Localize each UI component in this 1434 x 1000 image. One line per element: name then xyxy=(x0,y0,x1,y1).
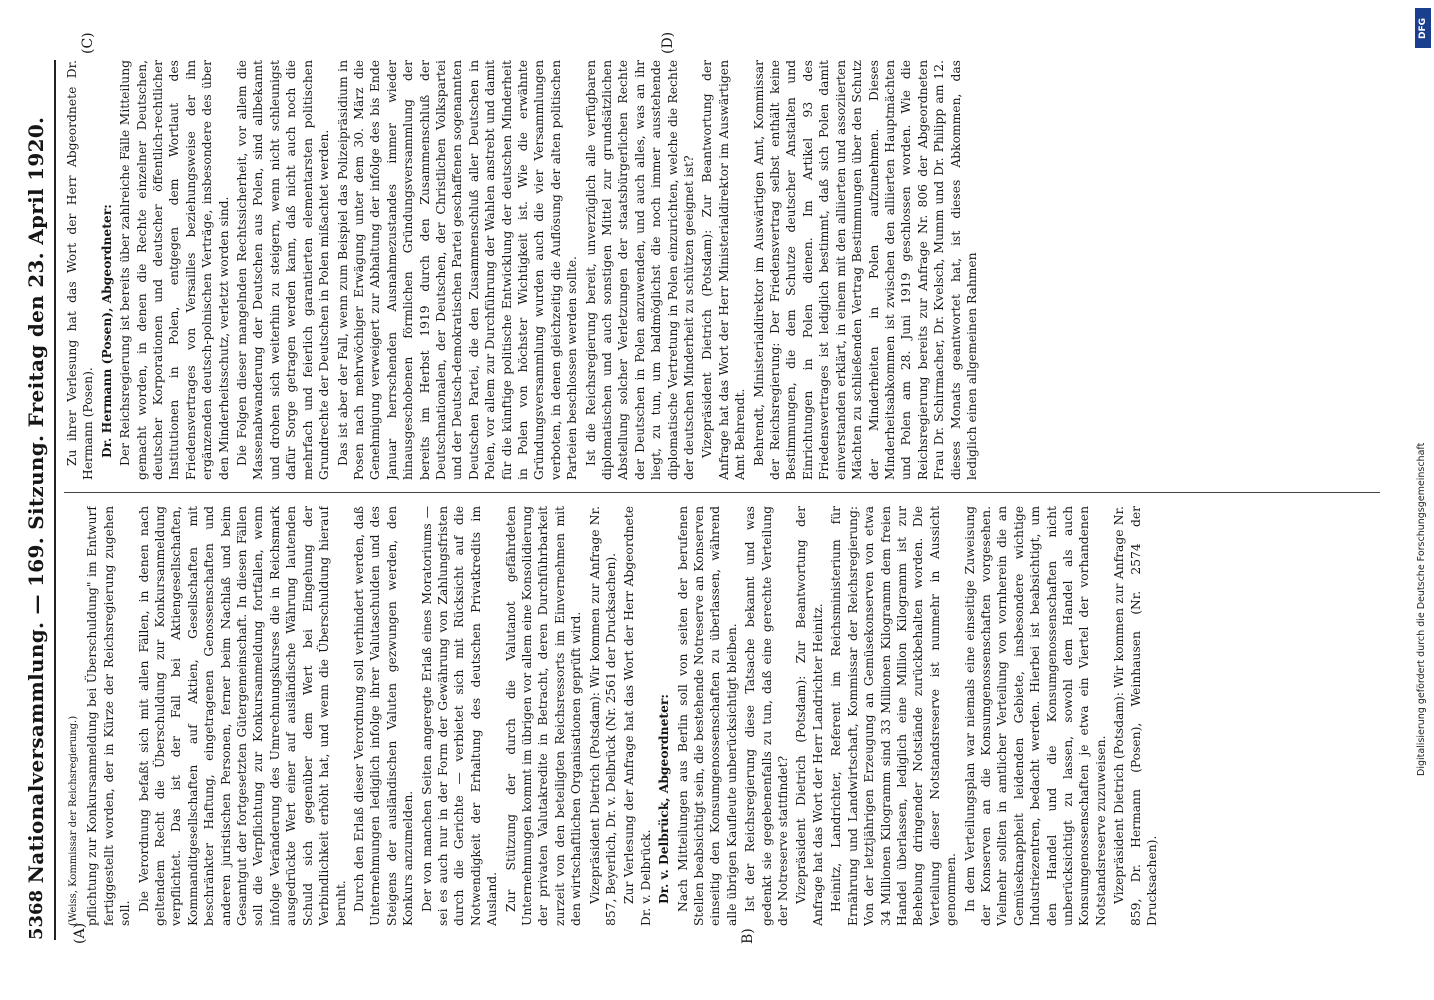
paragraph: Zu ihrer Verlesung hat das Wort der Herr Abgeordnete Dr. Hermann (Posen). xyxy=(65,60,96,480)
margin-marker-c: (C) xyxy=(80,32,96,54)
paragraph: Zur Verlesung der Anfrage hat das Wort der Herr Abgeordnete Dr. v. Delbrück. xyxy=(622,506,653,926)
margin-marker-b: B) xyxy=(740,928,756,944)
running-title: Nationalversammlung. — 169. Sitzung. Freitag den 23. April 1920. xyxy=(24,116,48,884)
paragraph: In dem Verteilungsplan war niemals eine einseitige Zuweisung der Konserven an die Konsumgenossenschaften vorgesehen. Vielmehr sollten in amtlicher Verteilung von vornherein die an Gemüseknappheit leidenden Gebiete, insbesondere wichtige Industriezentren, bedacht werden. Hierbei ist beabsichtigt, um den Handel und die Konsumgenossenschaften nicht unberücksichtigt zu lassen, sowohl dem Handel als auch Konsumgenossenschaften je etwa ein Viertel der vorhandenen Notstandsreserve zuzuweisen. xyxy=(962,506,1108,926)
paragraph: Vizepräsident Dietrich (Potsdam): Wir kommen zur Anfrage Nr. 857, Beyerlich, Dr. v. Delbrück (Nr. 2561 der Drucksachen). xyxy=(587,506,618,926)
paragraph: Vizepräsident Dietrich (Potsdam): Zur Beantwortung der Anfrage hat das Wort der Herr Ministerialdirektor im Auswärtigen Amt Behrendt. xyxy=(700,60,748,480)
digitization-sidebar xyxy=(1412,4,1434,994)
margin-marker-d: (D) xyxy=(660,31,676,54)
paragraph: Die Folgen dieser mangelnden Rechtssicherheit, vor allem die Massenabwanderung der Deutschen aus Polen, sind allbekannt und drohen sich weiterhin zu steigern, wenn nicht schleunigst dafür Sorge getragen werden kann, daß nicht auch noch die mehrfach und feierlich garantierten elementarsten politischen Grundrechte der Deutschen in Polen mißachtet werden. xyxy=(235,60,332,480)
paragraph: pflichtung zur Konkursanmeldung bei Überschuldung" im Entwurf fertiggestellt worden, der in Kürze der Reichsregierung zugehen soll. xyxy=(85,506,133,926)
paragraph: Nach Mitteilungen aus Berlin soll von seiten der berufenen Stellen beabsichtigt sein, die bestehende Notreserve an Konserven einseitig den Konsumgenossenschaften zu überlassen, während alle übrigen Kaufleute unberücksichtigt bleiben. xyxy=(675,506,739,926)
paragraph: Vizepräsident Dietrich (Potsdam): Zur Beantwortung der Anfrage hat das Wort der Herr Landrichter Heinitz. xyxy=(794,506,825,926)
page-number: 5368 xyxy=(26,889,47,940)
column-divider xyxy=(64,492,1380,493)
paragraph: Zur Stützung der durch die Valutanot gefährdeten Unternehmungen kommt im übrigen vor allem eine Konsolidierung der privaten Valutakredite in Betracht, deren Durchführbarkeit zurzeit von den beteiligten Reichsressorts im Einvernehmen mit den wirtschaftlichen Organisationen geprüft wird. xyxy=(503,506,584,926)
paragraph: Heinitz, Landrichter, Referent im Reichsministerium für Ernährung und Landwirtschaft, Kommissar der Reichsregierung: Von der letztjährigen Erzeugung an Gemüsekonserven von etwa 34 Millionen Kilogramm sind 33 Millionen Kilogramm dem freien Handel überlassen, lediglich eine Million Kilogramm ist zur Behebung dringender Notstände zurückbehalten worden. Die Verteilung dieser Notstandsreserve ist nunmehr in Aussicht genommen. xyxy=(829,506,959,926)
digitization-credit: Digitalisierung gefördert durch die Deutsche Forschungsgemeinschaft xyxy=(1416,442,1427,776)
paragraph: Ist die Reichsregierung bereit, unverzüglich alle verfügbaren diplomatischen und auch sonstigen Mittel zur grundsätzlichen Abstellung solcher Verletzungen der staatsbürgerlichen Rechte der Deutschen in Polen anzuwenden, und auch alles, was an ihr liegt, zu tun, um baldmöglichst die noch immer ausstehende diplomatische Vertretung in Polen einzurichten, welche die Rechte der deutschen Minderheit zu schützen geeignet ist? xyxy=(583,60,697,480)
paragraph: Vizepräsident Dietrich (Potsdam): Wir kommen zur Anfrage Nr. 859, Dr. Hermann (Posen), Weinhausen (Nr. 2574 der Drucksachen). xyxy=(1112,506,1159,926)
paragraph: Behrendt, Ministerialdirektor im Auswärtigen Amt, Kommissar der Reichsregierung: Der Friedensvertrag selbst enthält keine Bestimmungen, die dem Schutze deutscher Anstalten und Einrichtungen in Polen dienen. Im Artikel 93 des Friedensvertrages ist lediglich bestimmt, daß sich Polen damit einverstanden erklärt, in einem mit den alliierten und assoziierten Mächten zu schließenden Vertrag Bestimmungen über den Schutz der Minderheiten in Polen aufzunehmen. Dieses Minderheitsabkommen ist zwischen den alliierten Hauptmächten und Polen am 28. Juni 1919 geschlossen worden. Wie die Reichsregierung bereits zur Anfrage Nr. 806 der Abgeordneten Frau Dr. Schirmacher, Dr. Kvelsch, Mumm und Dr. Philipp am 12. dieses Monats geantwortet hat, ist dieses Abkommen, das lediglich einen allgemeinen Rahmen xyxy=(751,60,979,480)
paragraph: Das ist aber der Fall, wenn zum Beispiel das Polizeipräsidium in Posen nach mehrwöchiger Erwägung unter dem 30. März die Genehmigung verweigert zur Abhaltung der infolge des bis Ende Januar herrschenden Ausnahmezustandes immer wieder hinausgeschobenen förmlichen Gründungsversammlung der bereits im Herbst 1919 durch den Zusammenschluß der Deutschnationalen, der Deutschen, der Christlichen Volkspartei und der Deutsch-demokratischen Partei geschaffenen sogenannten Deutschen Partei, die den Zusammenschluß aller Deutschen in Polen, vor allem zur Durchführung der Wahlen anstrebt und damit für die künftige politische Entwicklung der deutschen Minderheit in Polen von höchster Wichtigkeit ist. Wie die erwähnte Gründungsversammlung wurden auch die vier Versammlungen verboten, in denen gleichzeitig die Auflösung der alten politischen Parteien beschlossen werden sollte. xyxy=(335,60,580,480)
paragraph: Der von manchen Seiten angeregte Erlaß eines Moratoriums — sei es auch nur in der Form der Gewährung von Zahlungsfristen durch die Gerichte — verbietet sich mit Rücksicht auf die Notwendigkeit der Erhaltung des deutschen Privatkredits im Ausland. xyxy=(419,506,500,926)
speaker-heading: Dr. Hermann (Posen), Abgeordneter: xyxy=(98,204,114,458)
dfg-logo: DFG xyxy=(1415,8,1431,48)
speaker-ref: (Weiss, Kommissar der Reichsregierung.) xyxy=(68,715,79,926)
paragraph: Ist der Reichsregierung diese Tatsache bekannt und was gedenkt sie gegebenenfalls zu tun, daß eine gerechte Verteilung der Notreserve stattfindet? xyxy=(743,506,791,926)
right-column xyxy=(64,60,1380,480)
paragraph: Der Reichsregierung ist bereits über zahlreiche Fälle Mitteilung gemacht worden, in denen die Rechte einzelner Deutschen, deutscher Korporationen und deutscher öffentlich-rechtlicher Institutionen in Polen, entgegen dem Wortlaut des Friedensvertrages von Versailles beziehungsweise der ihn ergänzenden deutsch-polnischen Verträge, insbesondere des über den Minderheitsschutz, verletzt worden sind. xyxy=(118,60,231,480)
paragraph: Durch den Erlaß dieser Verordnung soll verhindert werden, daß Unternehmungen lediglich infolge ihrer Valutaschulden und des Steigens der ausländischen Valuten gezwungen werden, den Konkurs anzumelden. xyxy=(351,506,416,926)
margin-marker-a: (A) xyxy=(72,922,88,944)
paragraph: Die Verordnung befaßt sich mit allen Fällen, in denen nach geltendem Recht die Überschuldung zur Konkursanmeldung verpflichtet. Das ist der Fall bei Aktiengesellschaften, Kommanditgesellschaften auf Aktien, Gesellschaften mit beschränkter Haftung, eingetragenen Genossenschaften und anderen juristischen Personen, ferner beim Nachlaß und beim Gesamtgut der fortgesetzten Gütergemeinschaft. In diesen Fällen soll die Verpflichtung zur Konkursanmeldung fortfallen, wenn infolge Veränderung des Umrechnungskurses die in Reichsmark ausgedrückte Wert einer auf ausländische Währung lautenden Schuld sich gegenüber dem Wert bei Eingehung der Verbindlichkeit erhöht hat, und wenn die Überschuldung hierauf beruht. xyxy=(136,506,348,926)
left-column xyxy=(64,506,1380,926)
speaker-heading: Dr. v. Delbrück, Abgeordneter: xyxy=(656,694,672,904)
page-header xyxy=(16,60,56,940)
